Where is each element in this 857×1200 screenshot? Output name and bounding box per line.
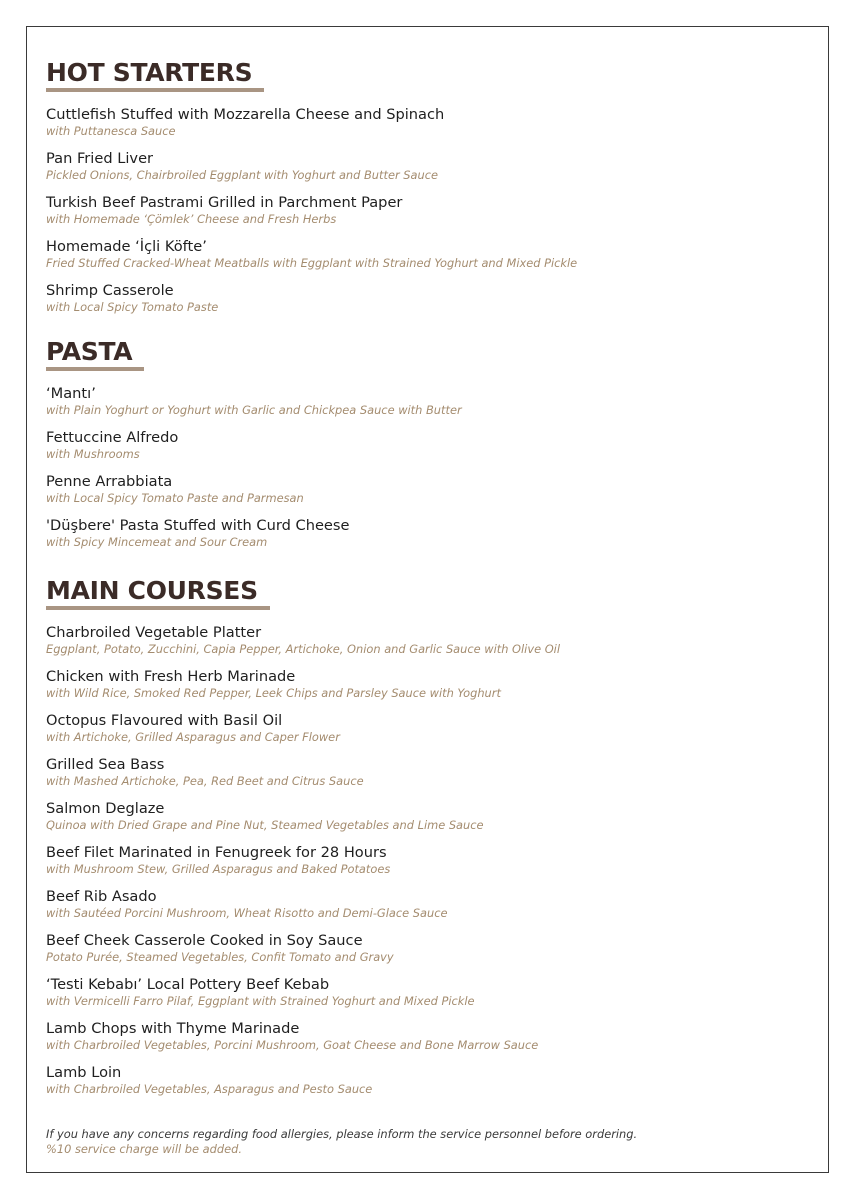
- menu-item: [46, 282, 577, 315]
- menu-item: [46, 238, 577, 271]
- item-name: Turkish Beef Pastrami Grilled in Parchment Paper: [46, 194, 403, 211]
- item-description: with Mashed Artichoke, Pea, Red Beet and Citrus Sauce: [46, 774, 364, 788]
- item-description: Eggplant, Potato, Zucchini, Capia Pepper, Artichoke, Onion and Garlic Sauce with Olive Oil: [46, 642, 561, 656]
- item-description: with Vermicelli Farro Pilaf, Eggplant with Strained Yoghurt and Mixed Pickle: [46, 994, 475, 1008]
- menu-item: [46, 517, 462, 550]
- section-title-pasta: PASTA: [46, 337, 144, 371]
- item-name: Penne Arrabbiata: [46, 473, 173, 490]
- item-name: 'Düşbere' Pasta Stuffed with Curd Cheese: [46, 517, 350, 534]
- pasta-list: [46, 385, 462, 550]
- section-title-main-courses: MAIN COURSES: [46, 576, 270, 610]
- item-name: Shrimp Casserole: [46, 282, 174, 299]
- item-description: with Plain Yoghurt or Yoghurt with Garlic and Chickpea Sauce with Butter: [46, 403, 462, 417]
- menu-item: [46, 844, 560, 877]
- item-description: with Mushrooms: [46, 447, 140, 461]
- item-name: ‘Mantı’: [46, 385, 96, 402]
- item-name: Beef Cheek Casserole Cooked in Soy Sauce: [46, 932, 363, 949]
- item-description: with Local Spicy Tomato Paste and Parmesan: [46, 491, 304, 505]
- menu-item: [46, 888, 560, 921]
- item-name: Chicken with Fresh Herb Marinade: [46, 668, 296, 685]
- item-name: Octopus Flavoured with Basil Oil: [46, 712, 283, 729]
- item-description: Fried Stuffed Cracked-Wheat Meatballs with Eggplant with Strained Yoghurt and Mixed Pickle: [46, 256, 578, 270]
- item-name: Grilled Sea Bass: [46, 756, 165, 773]
- section-hot-starters: [46, 58, 577, 326]
- allergy-note: If you have any concerns regarding food allergies, please inform the service personnel before ordering.: [46, 1127, 638, 1141]
- item-name: Lamb Loin: [46, 1064, 122, 1081]
- menu-footer: [46, 1127, 816, 1157]
- menu-item: [46, 976, 560, 1009]
- item-description: with Puttanesca Sauce: [46, 124, 176, 138]
- menu-item: [46, 150, 577, 183]
- item-description: with Spicy Mincemeat and Sour Cream: [46, 535, 268, 549]
- item-name: Salmon Deglaze: [46, 800, 165, 817]
- item-name: Pan Fried Liver: [46, 150, 154, 167]
- item-name: Fettuccine Alfredo: [46, 429, 179, 446]
- menu-item: [46, 194, 577, 227]
- item-description: with Artichoke, Grilled Asparagus and Caper Flower: [46, 730, 340, 744]
- item-name: ‘Testi Kebabı’ Local Pottery Beef Kebab: [46, 976, 330, 993]
- menu-item: [46, 106, 577, 139]
- menu-item: [46, 756, 560, 789]
- menu-item: [46, 712, 560, 745]
- item-name: Beef Filet Marinated in Fenugreek for 28 Hours: [46, 844, 387, 861]
- section-pasta: [46, 337, 462, 561]
- section-main-courses: [46, 576, 560, 1108]
- menu-item: [46, 624, 560, 657]
- menu-item: [46, 1064, 560, 1097]
- item-name: Homemade ‘İçli Köfte’: [46, 238, 207, 255]
- menu-item: [46, 932, 560, 965]
- menu-item: [46, 800, 560, 833]
- menu-item: [46, 429, 462, 462]
- section-title-hot-starters: HOT STARTERS: [46, 58, 264, 92]
- item-description: with Wild Rice, Smoked Red Pepper, Leek Chips and Parsley Sauce with Yoghurt: [46, 686, 501, 700]
- item-name: Beef Rib Asado: [46, 888, 157, 905]
- menu-item: [46, 473, 462, 506]
- item-name: Cuttlefish Stuffed with Mozzarella Cheese and Spinach: [46, 106, 445, 123]
- item-description: Potato Purée, Steamed Vegetables, Confit Tomato and Gravy: [46, 950, 394, 964]
- item-description: with Charbroiled Vegetables, Asparagus and Pesto Sauce: [46, 1082, 373, 1096]
- main-courses-list: [46, 624, 560, 1097]
- item-name: Charbroiled Vegetable Platter: [46, 624, 262, 641]
- menu-item: [46, 385, 462, 418]
- service-charge-note: %10 service charge will be added.: [46, 1142, 242, 1156]
- item-description: with Local Spicy Tomato Paste: [46, 300, 219, 314]
- menu-item: [46, 668, 560, 701]
- item-description: with Sautéed Porcini Mushroom, Wheat Risotto and Demi-Glace Sauce: [46, 906, 448, 920]
- item-description: Quinoa with Dried Grape and Pine Nut, Steamed Vegetables and Lime Sauce: [46, 818, 484, 832]
- item-description: with Homemade ‘Çömlek’ Cheese and Fresh Herbs: [46, 212, 337, 226]
- item-description: with Charbroiled Vegetables, Porcini Mushroom, Goat Cheese and Bone Marrow Sauce: [46, 1038, 539, 1052]
- menu-item: [46, 1020, 560, 1053]
- item-description: Pickled Onions, Chairbroiled Eggplant with Yoghurt and Butter Sauce: [46, 168, 438, 182]
- hot-starters-list: [46, 106, 577, 315]
- item-description: with Mushroom Stew, Grilled Asparagus and Baked Potatoes: [46, 862, 391, 876]
- item-name: Lamb Chops with Thyme Marinade: [46, 1020, 300, 1037]
